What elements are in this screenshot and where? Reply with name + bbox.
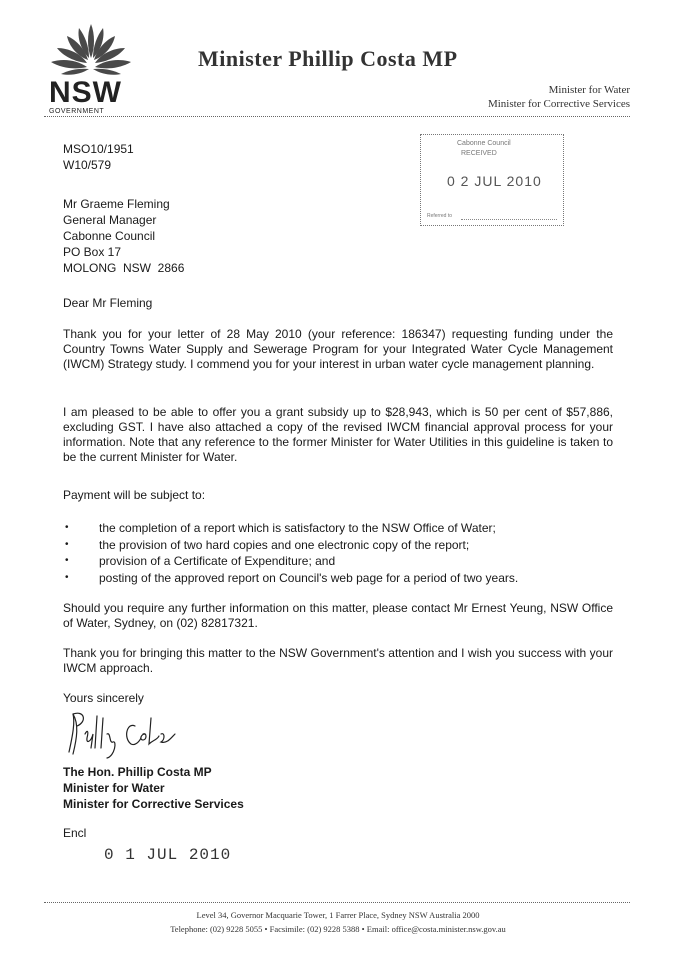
- bullet-icon: •: [65, 538, 69, 550]
- address-line: MOLONG NSW 2866: [63, 261, 185, 275]
- closing-salutation: Yours sincerely: [63, 691, 144, 705]
- footer-divider: [44, 902, 630, 903]
- stamp-divider: [461, 219, 557, 220]
- list-item: • provision of a Certificate of Expenditure; and: [65, 554, 336, 569]
- stamp-referred-label: Referred to: [427, 213, 453, 219]
- address-line: General Manager: [63, 213, 157, 227]
- paragraph-request: Thank you for your letter of 28 May 2010 (your reference: 186347) requesting funding under the Country Towns Water Supply and Sewerage Program for your Integrated Water Cycle Management (IWCM) Strategy study. I commend you for your interest in urban water cycle management planning.: [63, 327, 613, 371]
- address-line: PO Box 17: [63, 245, 122, 259]
- logo-subtext: GOVERNMENT: [49, 108, 105, 115]
- reference-number: W10/579: [63, 158, 112, 172]
- recipient-address: [63, 196, 184, 276]
- portfolio-corrective-services: Minister for Corrective Services: [487, 98, 630, 110]
- stamp-received-label: RECEIVED: [461, 150, 497, 157]
- stamp-council-name: Cabonne Council: [457, 140, 511, 147]
- nsw-government-logo: [47, 18, 135, 115]
- list-item: • posting of the approved report on Council's web page for a period of two years.: [65, 570, 519, 585]
- minister-name-heading: Minister Phillip Costa MP: [198, 46, 458, 71]
- address-line: Cabonne Council: [63, 229, 156, 243]
- salutation: Dear Mr Fleming: [63, 296, 153, 310]
- list-item: • the provision of two hard copies and one electronic copy of the report;: [65, 537, 470, 552]
- stamp-date: 0 2 JUL 2010: [447, 173, 542, 189]
- address-line: Mr Graeme Fleming: [63, 197, 170, 211]
- paragraph-grant-offer: I am pleased to be able to offer you a grant subsidy up to $28,943, which is 50 per cent of $57,886, excluding GST. I have also attached a copy of the revised IWCM financial approval process for your information. Note that any reference to the former Minister for Water Utilities in this guideline is taken to be the current Minister for Water.: [63, 405, 613, 464]
- paragraph-closing-thanks: Thank you for bringing this matter to the NSW Government's attention and I wish you success with your IWCM approach.: [63, 646, 613, 675]
- bullet-icon: •: [65, 555, 69, 567]
- footer-contact: Telephone: (02) 9228 5055 • Facsimile: (02) 9228 5388 • Email: office@costa.minister.nsw.gov.au: [170, 924, 506, 934]
- list-item: • the completion of a report which is satisfactory to the NSW Office of Water;: [65, 521, 496, 535]
- paragraph-payment-conditions: Payment will be subject to:: [63, 488, 206, 502]
- logo-wordmark: NSW: [49, 76, 122, 109]
- bullet-icon: •: [65, 522, 69, 533]
- paragraph-contact: Should you require any further information on this matter, please contact Mr Ernest Yeung, NSW Office of Water, Sydney, on (02) 82817321.: [63, 601, 613, 630]
- header-divider: [44, 116, 630, 117]
- signatory-title: Minister for Corrective Services: [63, 797, 244, 811]
- waratah-icon: [47, 18, 135, 82]
- signatory-name: The Hon. Phillip Costa MP: [63, 765, 212, 779]
- signatory-block: [63, 764, 244, 812]
- received-stamp: [420, 134, 564, 226]
- enclosure-label: Encl: [63, 826, 87, 840]
- handwritten-signature: [63, 704, 183, 760]
- portfolio-water: Minister for Water: [548, 84, 630, 96]
- conditions-list: [63, 520, 623, 586]
- footer-address: Level 34, Governor Macquarie Tower, 1 Farrer Place, Sydney NSW Australia 2000: [196, 910, 480, 920]
- signatory-title: Minister for Water: [63, 781, 165, 795]
- date-stamp: 0 1 JUL 2010: [104, 846, 232, 864]
- reference-number: MSO10/1951: [63, 142, 134, 156]
- bullet-icon: •: [65, 571, 69, 583]
